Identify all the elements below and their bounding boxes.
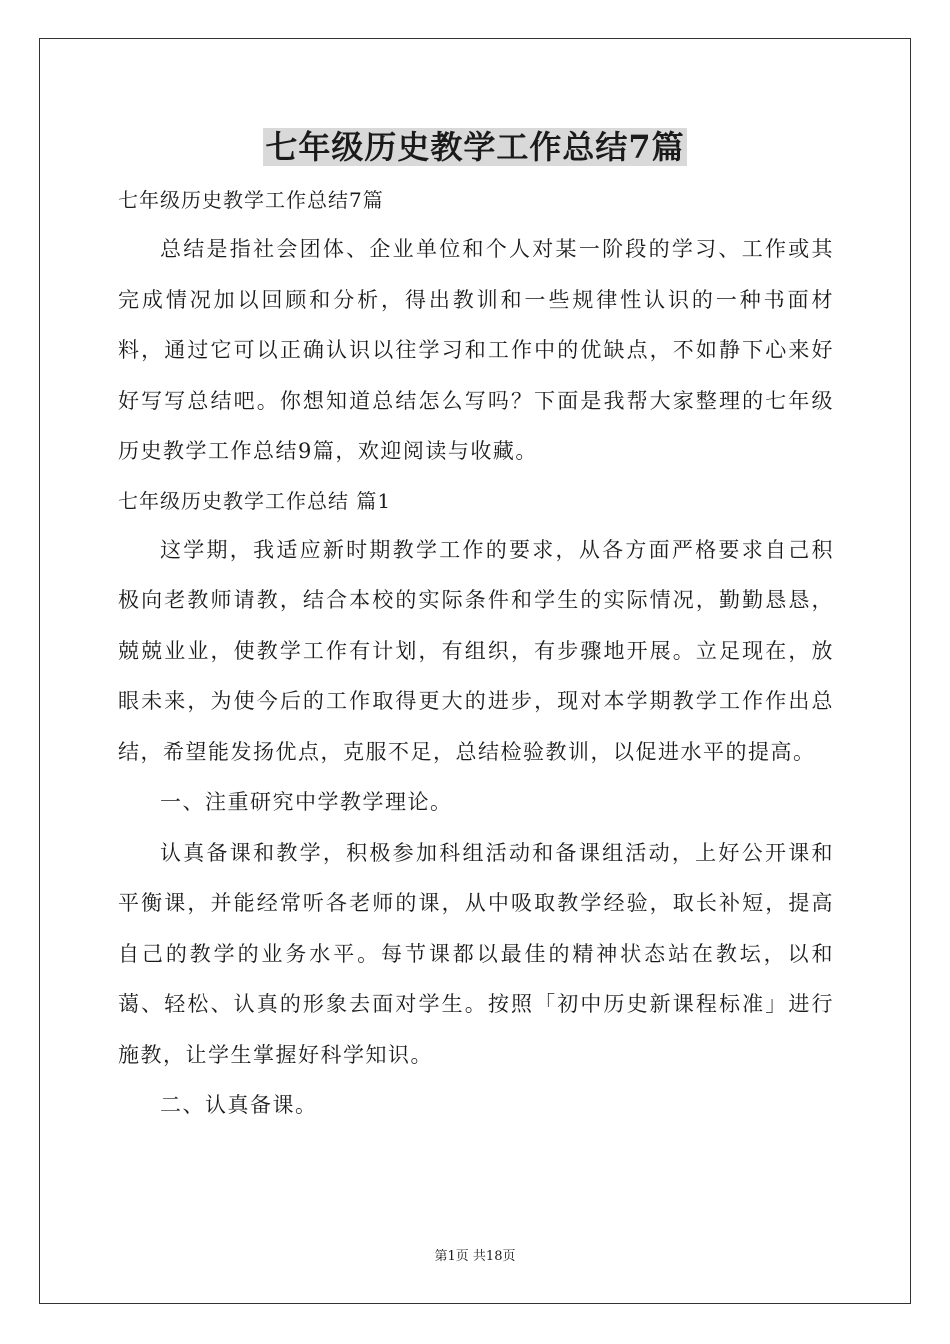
section-heading: 七年级历史教学工作总结 篇1: [118, 488, 392, 513]
document-title: [0, 127, 950, 167]
document-subtitle: 七年级历史教学工作总结7篇: [118, 188, 384, 212]
point-paragraph: 认真备课和教学，积极参加科组活动和备课组活动，上好公开课和平衡课，并能经常听各老师的课，从中吸取教学经验，取长补短，提高自己的教学的业务水平。每节课都以最佳的精神状态站在教坛，以和蔼、轻松、认真的形象去面对学生。按照「初中历史新课程标准」进行施教，让学生掌握好科学知识。: [118, 840, 834, 1067]
point-heading: 一、注重研究中学教学理论。: [160, 790, 453, 814]
document-body: [118, 176, 834, 1131]
intro-paragraph: 总结是指社会团体、企业单位和个人对某一阶段的学习、工作或其完成情况加以回顾和分析，得出教训和一些规律性认识的一种书面材料，通过它可以正确认识以往学习和工作中的优缺点，不如静下心来好好写写总结吧。你想知道总结怎么写吗？下面是我帮大家整理的七年级历史教学工作总结9篇，欢迎阅读与收藏。: [118, 237, 834, 463]
document-title-text: 七年级历史教学工作总结7篇: [265, 128, 685, 166]
page-footer: 第1页 共18页: [434, 1249, 516, 1264]
section-paragraph: 这学期，我适应新时期教学工作的要求，从各方面严格要求自己积极向老教师请教，结合本校的实际条件和学生的实际情况，勤勤恳恳，兢兢业业，使教学工作有计划，有组织，有步骤地开展。立足现在，放眼未来，为使今后的工作取得更大的进步，现对本学期教学工作作出总结，希望能发扬优点，克服不足，总结检验教训，以促进水平的提高。: [118, 537, 834, 764]
point-heading: 二、认真备课。: [160, 1093, 318, 1117]
